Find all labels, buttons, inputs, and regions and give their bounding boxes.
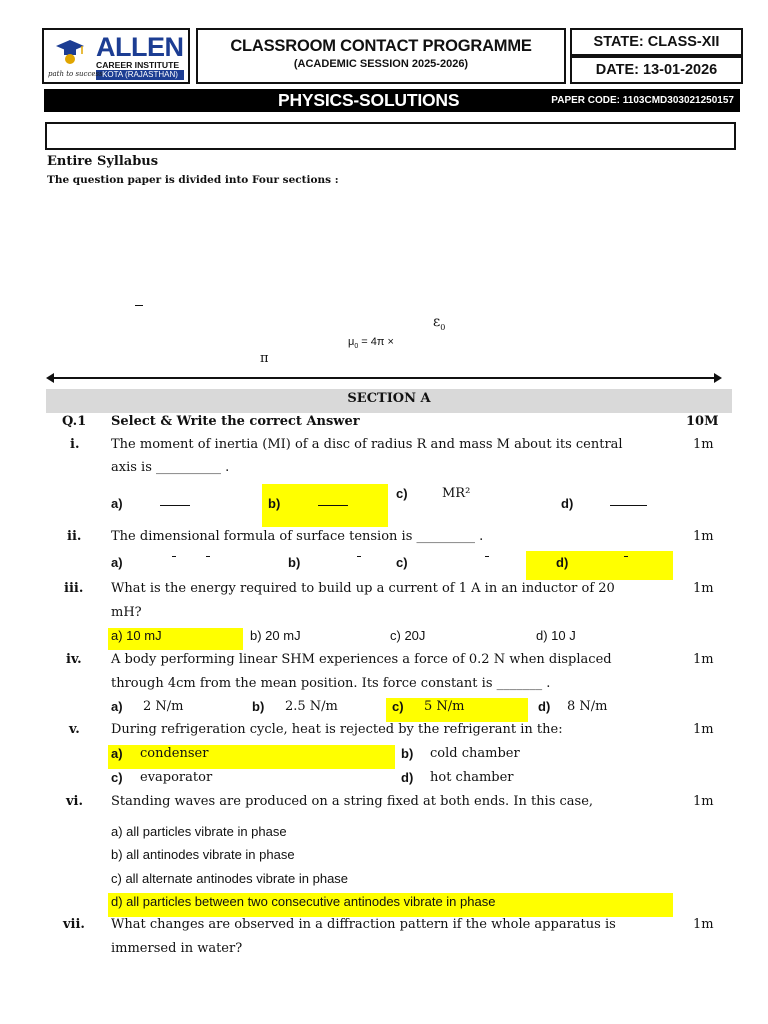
q-i-option-b-fraction [318, 505, 348, 506]
q-v-option-d: hot chamber [430, 770, 514, 785]
section-a-header: SECTION A [46, 389, 732, 413]
q-ii-option-d-exponent [624, 556, 628, 557]
question-instruction: Select & Write the correct Answer [111, 414, 360, 429]
syllabus-label: Entire Syllabus [47, 154, 159, 169]
q-ii-option-a-exponent-2 [206, 556, 210, 557]
q-ii-number: ii. [67, 529, 82, 544]
q-i-option-a: a) [111, 496, 123, 511]
q-i-option-d-fraction [610, 505, 647, 506]
q-iv-option-c-label: c) [392, 699, 404, 714]
q-vi-option-c: c) all alternate antinodes vibrate in phase [111, 871, 349, 886]
q-v-line1: During refrigeration cycle, heat is rejected by the refrigerant in the: [111, 722, 563, 737]
q-i-option-a-fraction [160, 505, 190, 506]
q-i-line2: axis is __________ . [111, 460, 230, 475]
subject-bar [44, 89, 740, 112]
q-vii-marks: 1m [693, 917, 714, 932]
blank-info-box [45, 122, 736, 150]
question-number: Q.1 [62, 414, 87, 429]
q-v-option-b: cold chamber [430, 746, 520, 761]
q-v-number: v. [69, 722, 80, 737]
q-iii-option-d: d) 10 J [536, 628, 576, 643]
logo-tagline: path to success [48, 70, 103, 78]
q-iii-marks: 1m [693, 581, 714, 596]
q-iii-line2: mH? [111, 605, 142, 620]
q-vi-option-a: a) all particles vibrate in phase [111, 824, 287, 839]
q-iii-option-a: a) 10 mJ [111, 628, 162, 643]
q-i-option-c-value: MR² [442, 486, 471, 501]
q-i-marks: 1m [693, 437, 714, 452]
q-ii-option-a-exponent [172, 556, 176, 557]
q-v-option-d-label: d) [401, 770, 414, 785]
q-vi-marks: 1m [693, 794, 714, 809]
q-iv-option-a: 2 N/m [143, 699, 184, 714]
q-ii-option-a: a) [111, 555, 123, 570]
q-iv-line1: A body performing linear SHM experiences a force of 0.2 N when displaced [111, 652, 612, 667]
q-vi-option-d: d) all particles between two consecutive antinodes vibrate in phase [111, 894, 496, 909]
sections-note: The question paper is divided into Four sections : [47, 174, 339, 186]
q-iv-option-d-label: d) [538, 699, 551, 714]
q-v-marks: 1m [693, 722, 714, 737]
mu-constant: $\mu_0 = 4\pi$ × [348, 336, 394, 351]
q-iii-option-c: c) 20J [390, 628, 426, 643]
programme-box [196, 28, 566, 84]
q-iii-option-b: b) 20 mJ [250, 628, 301, 643]
arrow-right-icon [714, 373, 722, 383]
q-vii-line1: What changes are observed in a diffraction pattern if the whole apparatus is [111, 917, 616, 932]
programme-title: CLASSROOM CONTACT PROGRAMME [230, 37, 532, 55]
state-class: STATE: CLASS-XII [570, 28, 743, 56]
q-ii-line1: The dimensional formula of surface tension is _________ . [111, 529, 484, 544]
divider-line [52, 377, 716, 379]
q-v-option-a-label: a) [111, 746, 123, 761]
q-vi-option-b: b) all antinodes vibrate in phase [111, 847, 295, 862]
answer-highlight-ii [526, 551, 673, 580]
q-iii-number: iii. [64, 581, 84, 596]
q-ii-option-b-exponent [357, 556, 361, 557]
q-iv-option-b-label: b) [252, 699, 265, 714]
q-vi-number: vi. [66, 794, 84, 809]
q-iv-option-b: 2.5 N/m [285, 699, 338, 714]
epsilon-symbol: $\varepsilon_0$ [433, 314, 446, 332]
q-i-option-d: d) [561, 496, 574, 511]
q-vii-number: vii. [63, 917, 85, 932]
logo-subtitle: CAREER INSTITUTE [96, 60, 180, 70]
q-vii-line2: immersed in water? [111, 941, 243, 956]
pi-symbol: π [260, 351, 269, 366]
q-i-line1: The moment of inertia (MI) of a disc of radius R and mass M about its central [111, 437, 623, 452]
q-iii-line1: What is the energy required to build up a current of 1 A in an inductor of 20 [111, 581, 615, 596]
q-iv-option-c: 5 N/m [424, 699, 465, 714]
question-marks: 10M [686, 414, 719, 429]
q-v-option-c-label: c) [111, 770, 123, 785]
allen-logo [42, 28, 190, 84]
q-iv-option-d: 8 N/m [567, 699, 608, 714]
logo-brand: ALLEN [96, 32, 184, 62]
q-ii-option-c-exponent [485, 556, 489, 557]
academic-session: (ACADEMIC SESSION 2025-2026) [293, 58, 469, 70]
paper-code: PAPER CODE: 1103CMD303021250157 [551, 95, 734, 106]
exam-date: DATE: 13-01-2026 [570, 56, 743, 84]
q-i-option-b: b) [268, 496, 281, 511]
logo-location: KOTA (RAJASTHAN) [96, 70, 184, 80]
q-vi-line1: Standing waves are produced on a string fixed at both ends. In this case, [111, 794, 594, 809]
q-iv-line2: through 4cm from the mean position. Its force constant is _______ . [111, 676, 551, 691]
q-v-option-b-label: b) [401, 746, 414, 761]
q-iv-marks: 1m [693, 652, 714, 667]
q-iv-number: iv. [66, 652, 82, 667]
q-i-option-c: c) [396, 486, 408, 501]
subject-title: PHYSICS-SOLUTIONS [278, 90, 460, 110]
q-ii-marks: 1m [693, 529, 714, 544]
q-iv-option-a-label: a) [111, 699, 123, 714]
q-ii-option-b: b) [288, 555, 301, 570]
q-v-option-c: evaporator [140, 770, 213, 785]
stray-dash [135, 305, 143, 306]
q-i-number: i. [70, 437, 80, 452]
q-ii-option-c: c) [396, 555, 408, 570]
q-ii-option-d: d) [556, 555, 569, 570]
graduate-cap-icon [52, 36, 88, 66]
q-v-option-a: condenser [140, 746, 209, 761]
